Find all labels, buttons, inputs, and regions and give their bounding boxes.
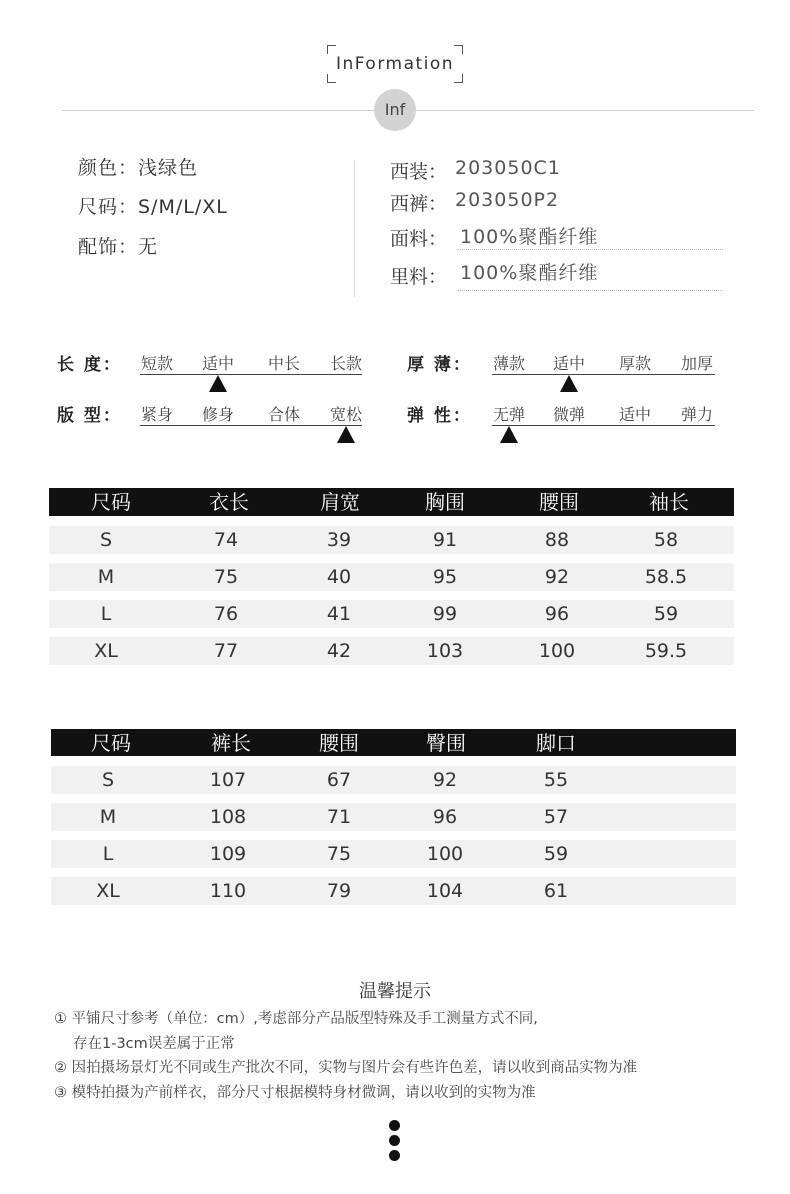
- elasticity-option: 弹力: [681, 405, 714, 424]
- table-cell: S: [99, 529, 113, 551]
- thickness-scale-line: [492, 374, 715, 375]
- table-header-cell: 衣长: [209, 490, 249, 514]
- table-cell: 88: [544, 529, 570, 551]
- note-line: ① 平铺尺寸参考（单位：cm）,考虑部分产品版型特殊及手工测量方式不同,: [54, 1011, 538, 1027]
- thickness-option: 薄款: [493, 354, 526, 373]
- table-cell: 99: [432, 603, 458, 625]
- bracket-corner: [454, 45, 463, 54]
- note-line: ② 因拍摄场景灯光不同或生产批次不同，实物与图片会有些许色差，请以收到商品实物为准: [54, 1060, 638, 1076]
- table-cell: 61: [543, 880, 569, 902]
- length-option: 长款: [330, 354, 363, 373]
- jacket-table-header: [49, 488, 734, 516]
- elasticity-option: 适中: [619, 405, 652, 424]
- color-info: 颜色：浅绿色: [78, 157, 199, 179]
- length-option: 短款: [141, 354, 174, 373]
- table-cell: S: [101, 769, 115, 791]
- table-header-cell: 脚口: [536, 731, 576, 755]
- table-header-cell: 腰围: [539, 490, 579, 514]
- lining-value: 100%聚酯纤维: [460, 262, 599, 284]
- length-marker-triangle: [209, 375, 227, 392]
- table-cell: 76: [213, 603, 239, 625]
- suit-code-label: 西装：: [390, 161, 448, 183]
- table-cell: 77: [213, 640, 239, 662]
- fit-option: 合体: [268, 405, 301, 424]
- elasticity-marker-triangle: [500, 426, 518, 443]
- table-cell: 91: [432, 529, 458, 551]
- table-cell: 58: [653, 529, 679, 551]
- continue-dot: [389, 1120, 400, 1131]
- table-cell: 59: [653, 603, 679, 625]
- page-title: InFormation: [335, 54, 455, 74]
- fit-scale-line: [140, 425, 362, 426]
- table-cell: XL: [96, 880, 120, 902]
- table-cell: 42: [326, 640, 352, 662]
- table-cell: 92: [544, 566, 570, 588]
- fit-option: 宽松: [330, 405, 363, 424]
- table-cell: L: [100, 603, 112, 625]
- pants-code-value: 203050P2: [455, 189, 560, 211]
- length-option: 适中: [202, 354, 235, 373]
- table-row: [51, 766, 736, 794]
- table-cell: 95: [432, 566, 458, 588]
- note-line: ③ 模特拍摄为产前样衣，部分尺寸根据模特身材微调，请以收到的实物为准: [54, 1085, 536, 1101]
- pants-table-header: [51, 729, 736, 756]
- accessory-info: 配饰：无: [78, 236, 159, 258]
- elasticity-scale-line: [492, 425, 715, 426]
- fit-scale-title: 版 型：: [57, 406, 122, 426]
- information-heading: [327, 45, 463, 83]
- table-row: [49, 526, 734, 554]
- length-scale-line: [140, 374, 362, 375]
- table-cell: 96: [432, 806, 458, 828]
- table-header-cell: 腰围: [319, 731, 359, 755]
- dotted-underline: [457, 249, 723, 250]
- table-cell: 92: [432, 769, 458, 791]
- elasticity-option: 无弹: [493, 405, 526, 424]
- bracket-corner: [454, 74, 463, 83]
- table-cell: 100: [426, 843, 464, 865]
- thickness-scale-title: 厚 薄：: [407, 355, 472, 375]
- table-row: [49, 600, 734, 628]
- table-cell: 107: [209, 769, 247, 791]
- suit-code-value: 203050C1: [455, 157, 561, 179]
- fit-option: 紧身: [141, 405, 174, 424]
- fabric-label: 面料：: [390, 228, 448, 250]
- continue-dot: [389, 1135, 400, 1146]
- bracket-corner: [327, 74, 336, 83]
- table-header-cell: 尺码: [91, 490, 131, 514]
- table-cell: 100: [538, 640, 576, 662]
- table-cell: 75: [326, 843, 352, 865]
- fit-marker-triangle: [337, 426, 355, 443]
- notes-title: 温馨提示: [359, 981, 431, 1002]
- fabric-value: 100%聚酯纤维: [460, 226, 599, 248]
- continue-dot: [389, 1150, 400, 1161]
- table-cell: 41: [326, 603, 352, 625]
- table-cell: 109: [209, 843, 247, 865]
- table-header-cell: 臀围: [426, 731, 466, 755]
- table-cell: 75: [213, 566, 239, 588]
- table-row: [51, 803, 736, 831]
- table-cell: 55: [543, 769, 569, 791]
- table-cell: 96: [544, 603, 570, 625]
- length-option: 中长: [268, 354, 301, 373]
- table-header-cell: 袖长: [649, 490, 689, 514]
- thickness-option: 适中: [553, 354, 586, 373]
- note-line: 存在1-3cm误差属于正常: [73, 1036, 235, 1052]
- table-row: [51, 877, 736, 905]
- table-row: [49, 637, 734, 665]
- dotted-underline: [457, 290, 723, 291]
- thickness-marker-triangle: [560, 375, 578, 392]
- table-cell: XL: [94, 640, 118, 662]
- size-info: 尺码：S/M/L/XL: [78, 196, 228, 218]
- thickness-option: 厚款: [619, 354, 652, 373]
- table-cell: 103: [426, 640, 464, 662]
- table-cell: 71: [326, 806, 352, 828]
- vertical-divider: [354, 160, 355, 297]
- table-cell: 110: [209, 880, 247, 902]
- table-row: [49, 563, 734, 591]
- table-cell: M: [97, 566, 115, 588]
- table-cell: 79: [326, 880, 352, 902]
- inf-badge: Inf: [374, 89, 416, 131]
- elasticity-scale-title: 弹 性：: [407, 406, 472, 426]
- table-cell: M: [99, 806, 117, 828]
- length-scale-title: 长 度：: [57, 355, 122, 375]
- table-cell: 74: [213, 529, 239, 551]
- table-cell: 104: [426, 880, 464, 902]
- table-header-cell: 尺码: [91, 731, 131, 755]
- table-header-cell: 裤长: [211, 731, 251, 755]
- table-cell: L: [102, 843, 114, 865]
- elasticity-option: 微弹: [553, 405, 586, 424]
- table-cell: 57: [543, 806, 569, 828]
- table-header-cell: 肩宽: [320, 490, 360, 514]
- pants-code-label: 西裤：: [390, 193, 448, 215]
- table-cell: 59.5: [644, 640, 688, 662]
- table-cell: 39: [326, 529, 352, 551]
- table-cell: 40: [326, 566, 352, 588]
- table-row: [51, 840, 736, 868]
- bracket-corner: [327, 45, 336, 54]
- table-cell: 108: [209, 806, 247, 828]
- table-cell: 67: [326, 769, 352, 791]
- thickness-option: 加厚: [681, 354, 714, 373]
- fit-option: 修身: [202, 405, 235, 424]
- table-cell: 58.5: [644, 566, 688, 588]
- table-cell: 59: [543, 843, 569, 865]
- lining-label: 里料：: [390, 266, 448, 288]
- table-header-cell: 胸围: [425, 490, 465, 514]
